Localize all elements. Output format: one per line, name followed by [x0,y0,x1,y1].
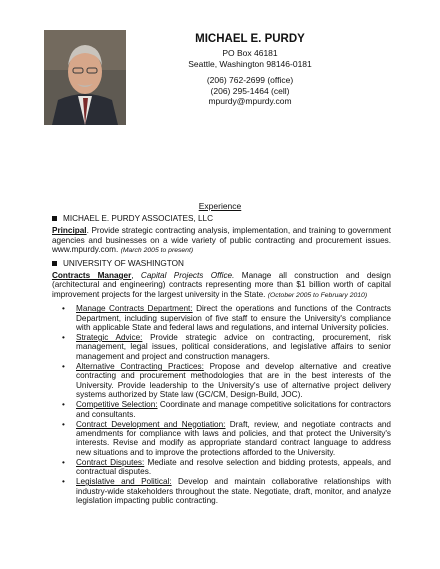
job-title: Contracts Manager [52,271,132,281]
job-title: Principal [52,226,87,236]
job-dates: (March 2005 to present) [120,247,194,255]
profile-photo [44,30,126,125]
job-office: Capital Projects Office. [140,271,235,281]
list-item [62,400,391,419]
address-line-1: PO Box 46181 [222,48,278,58]
duty-heading: Competitive Selection: [76,400,158,410]
bullet-icon: • [62,419,65,429]
duty-text: Coordinate and manage competitive solicitations for contractors and consultants. [76,400,391,419]
job-description-principal [52,226,391,255]
duty-text: Draft, review, and negotiate contracts and amendments for compliance with laws and policies, and that protect the University's interests. Revise and modify as appropriate standard contract language to address new situations and to improve the protections afforded to the University. [76,419,391,457]
list-item [62,477,391,505]
duty-heading: Strategic Advice: [76,333,143,343]
address-line-2: Seattle, Washington 98146-0181 [188,58,312,69]
bullet-icon: • [62,361,65,371]
duty-heading: Alternative Contracting Practices: [76,361,204,371]
email-address: mpurdy@mpurdy.com [208,96,292,106]
bullet-icon: • [62,333,65,343]
list-item [62,362,391,400]
job-description-contracts-manager: Contracts Manager, Capital Projects Office. Manage all construction and design (architectural and engineering) contracts representing more than $1 billion worth of capital improvement projects for the largest university in the State. (October 2005 to February 2010) [52,271,391,299]
experience-content [52,213,391,506]
org-name: MICHAEL E. PURDY ASSOCIATES, LLC [63,214,213,223]
contact-block [150,33,350,107]
duty-text: Propose and develop alternative and creative contracting and procurement methodologies that are in the best interests of the University. Provide leadership to the University's use of alternative project delivery systems authorized by State law (GC/CM, Design-Build, JOC). [76,361,391,400]
list-item [62,458,391,477]
job-description: . Provide strategic contracting analysis, implementation, and training to government agencies and businesses on a wide variety of public contracting and procurement issues. www.mpurdy.com. [52,226,391,255]
org-name: UNIVERSITY OF WASHINGTON [63,258,184,268]
duty-heading: Manage Contracts Department: [76,304,193,314]
candidate-name: MICHAEL E. PURDY [195,33,305,45]
duty-heading: Contract Development and Negotiation: [76,419,226,429]
bullet-icon: • [62,477,65,487]
section-title-experience: Experience [198,201,242,211]
square-bullet-icon [52,216,57,221]
bullet-icon: • [62,400,65,410]
phone-office: (206) 762-2699 (office) [206,75,294,85]
list-item [62,333,391,361]
phone-cell: (206) 295-1464 (cell) [210,85,290,96]
org-heading-uw [52,259,391,268]
duty-text: Direct the operations and functions of the Contracts Department, including supervision of five staff to ensure the University's compliance with applicable State and federal laws and regulations, and internal University policies. [76,304,391,333]
bullet-icon: • [62,304,65,314]
job-description: Manage all construction and design (architectural and engineering) contracts representing more than $1 billion worth of capital improvement projects for the largest university in the State. [52,271,391,299]
list-item [62,420,391,458]
org-heading-purdy [52,214,391,223]
bullet-icon: • [62,457,65,467]
duties-list [52,304,391,505]
duty-heading: Legislative and Political: [76,477,172,487]
duty-text: Provide strategic advice on contracting, procurement, risk management, legal issues, political considerations, and legislative affairs to senior management and project and construction managers. [76,333,392,361]
square-bullet-icon [52,261,57,266]
duty-heading: Contract Disputes: [76,457,145,467]
job-dates: (October 2005 to February 2010) [267,291,368,299]
duty-text: Develop and maintain collaborative relationships with industry-wide stakeholders throughout the state. Negotiate, draft, monitor, and analyze legislation impacting public contracting. [76,477,391,505]
duty-text: Mediate and resolve selection and bidding protests, appeals, and contractual disputes. [76,457,391,477]
list-item [62,304,391,332]
